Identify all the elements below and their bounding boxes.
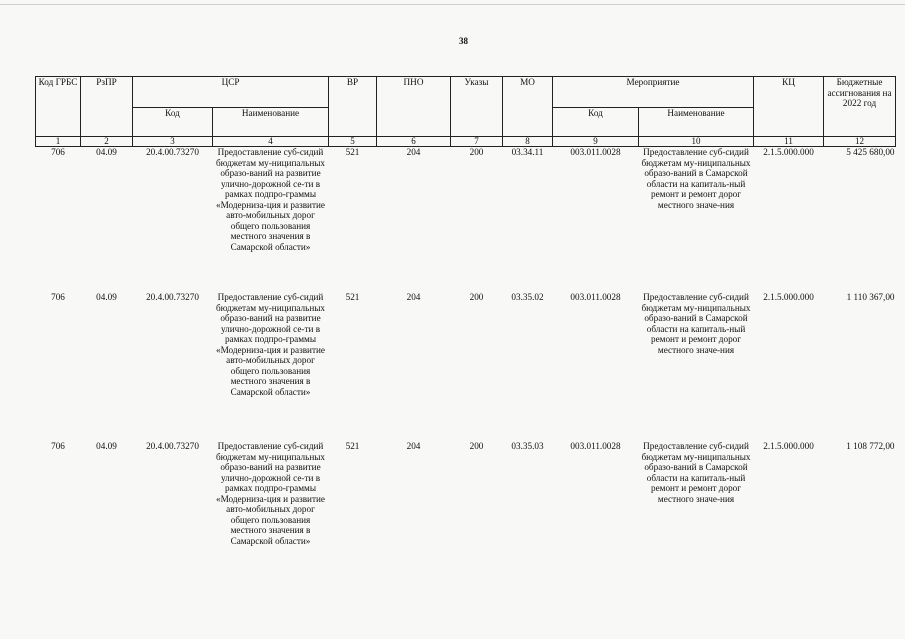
col-number: 1 — [36, 137, 81, 147]
cell-mer-code: 003.011.0028 — [570, 147, 621, 157]
header-mer-kod: Код — [553, 108, 639, 137]
cell-mo: 03.35.02 — [511, 292, 544, 302]
budget-table — [35, 76, 896, 601]
cell-csr-code: 20.4.00.73270 — [146, 441, 199, 451]
header-csr-kod: Код — [133, 108, 213, 137]
col-number: 3 — [133, 137, 213, 147]
cell-mo: 03.35.03 — [511, 441, 544, 451]
col-number: 2 — [81, 137, 133, 147]
header-mer-name: Наименование — [639, 108, 754, 137]
header-pno: ПНО — [377, 77, 451, 137]
cell-mo: 03.34.11 — [511, 147, 544, 157]
table-row — [36, 147, 896, 293]
cell-pno: 204 — [406, 292, 421, 302]
cell-vr: 521 — [345, 147, 360, 157]
col-number: 7 — [451, 137, 503, 147]
cell-ukazy: 200 — [469, 147, 484, 157]
cell-ukazy: 200 — [469, 441, 484, 451]
header-kod-grbs: Код ГРБС — [36, 77, 81, 137]
cell-mer-code: 003.011.0028 — [570, 441, 621, 451]
col-number: 8 — [503, 137, 553, 147]
cell-pno: 204 — [406, 147, 421, 157]
cell-kc: 2.1.5.000.000 — [763, 441, 814, 451]
col-number: 4 — [213, 137, 329, 147]
cell-grbs: 706 — [51, 292, 65, 302]
cell-vr: 521 — [345, 292, 360, 302]
cell-amount: 1 110 367,00 — [846, 292, 895, 302]
cell-csr-name: Предоставление суб-сидий бюджетам му-ниципальных образо-ваний на развитие улично-дорожной се-ти в рамках подпро-граммы «Модерниза-ция и развитие авто-мобильных дорог общего пользования местного значения в Самарской области» — [215, 147, 326, 252]
cell-mer-code: 003.011.0028 — [570, 292, 621, 302]
cell-csr-code: 20.4.00.73270 — [146, 292, 199, 302]
header-vr: ВР — [329, 77, 377, 137]
header-mo: МО — [503, 77, 553, 137]
cell-vr: 521 — [345, 441, 360, 451]
cell-amount: 1 108 772,00 — [846, 441, 895, 451]
header-rzpr: РзПР — [81, 77, 133, 137]
page-number: 38 — [459, 36, 468, 46]
col-number: 5 — [329, 137, 377, 147]
cell-rzpr: 04.09 — [96, 147, 117, 157]
scan-edge-line — [0, 4, 905, 5]
cell-mer-name: Предоставление суб-сидий бюджетам му-ниципальных образо-ваний в Самарской области на капиталь-ный ремонт и ремонт дорог местного значе-ния — [641, 147, 751, 210]
header-csr: ЦСР — [133, 77, 329, 108]
cell-grbs: 706 — [51, 147, 65, 157]
col-number: 11 — [754, 137, 824, 147]
cell-csr-name: Предоставление суб-сидий бюджетам му-ниципальных образо-ваний на развитие улично-дорожной се-ти в рамках подпро-граммы «Модерниза-ция и развитие авто-мобильных дорог общего пользования местного значения в Самарской области» — [215, 441, 326, 546]
col-number: 6 — [377, 137, 451, 147]
header-csr-name: Наименование — [213, 108, 329, 137]
cell-kc: 2.1.5.000.000 — [763, 292, 814, 302]
col-number: 12 — [824, 137, 896, 147]
header-meropriyatie: Мероприятие — [553, 77, 754, 108]
col-number: 10 — [639, 137, 754, 147]
col-number: 9 — [553, 137, 639, 147]
cell-csr-name: Предоставление суб-сидий бюджетам му-ниципальных образо-ваний на развитие улично-дорожной се-ти в рамках подпро-граммы «Модерниза-ция и развитие авто-мобильных дорог общего пользования местного значения в Самарской области» — [215, 292, 326, 397]
header-kc: КЦ — [754, 77, 824, 137]
cell-csr-code: 20.4.00.73270 — [146, 147, 199, 157]
cell-kc: 2.1.5.000.000 — [763, 147, 814, 157]
cell-amount: 5 425 680,00 — [846, 147, 895, 157]
header-budget: Бюджетные ассигнования на 2022 год — [824, 77, 896, 137]
cell-rzpr: 04.09 — [96, 292, 117, 302]
cell-ukazy: 200 — [469, 292, 484, 302]
cell-rzpr: 04.09 — [96, 441, 117, 451]
cell-pno: 204 — [406, 441, 421, 451]
cell-grbs: 706 — [51, 441, 65, 451]
cell-mer-name: Предоставление суб-сидий бюджетам му-ниципальных образо-ваний в Самарской области на капиталь-ный ремонт и ремонт дорог местного значе-ния — [641, 292, 751, 355]
table-row — [36, 292, 896, 441]
cell-mer-name: Предоставление суб-сидий бюджетам му-ниципальных образо-ваний в Самарской области на капиталь-ный ремонт и ремонт дорог местного значе-ния — [641, 441, 751, 504]
header-ukazy: Указы — [451, 77, 503, 137]
table-row — [36, 441, 896, 601]
